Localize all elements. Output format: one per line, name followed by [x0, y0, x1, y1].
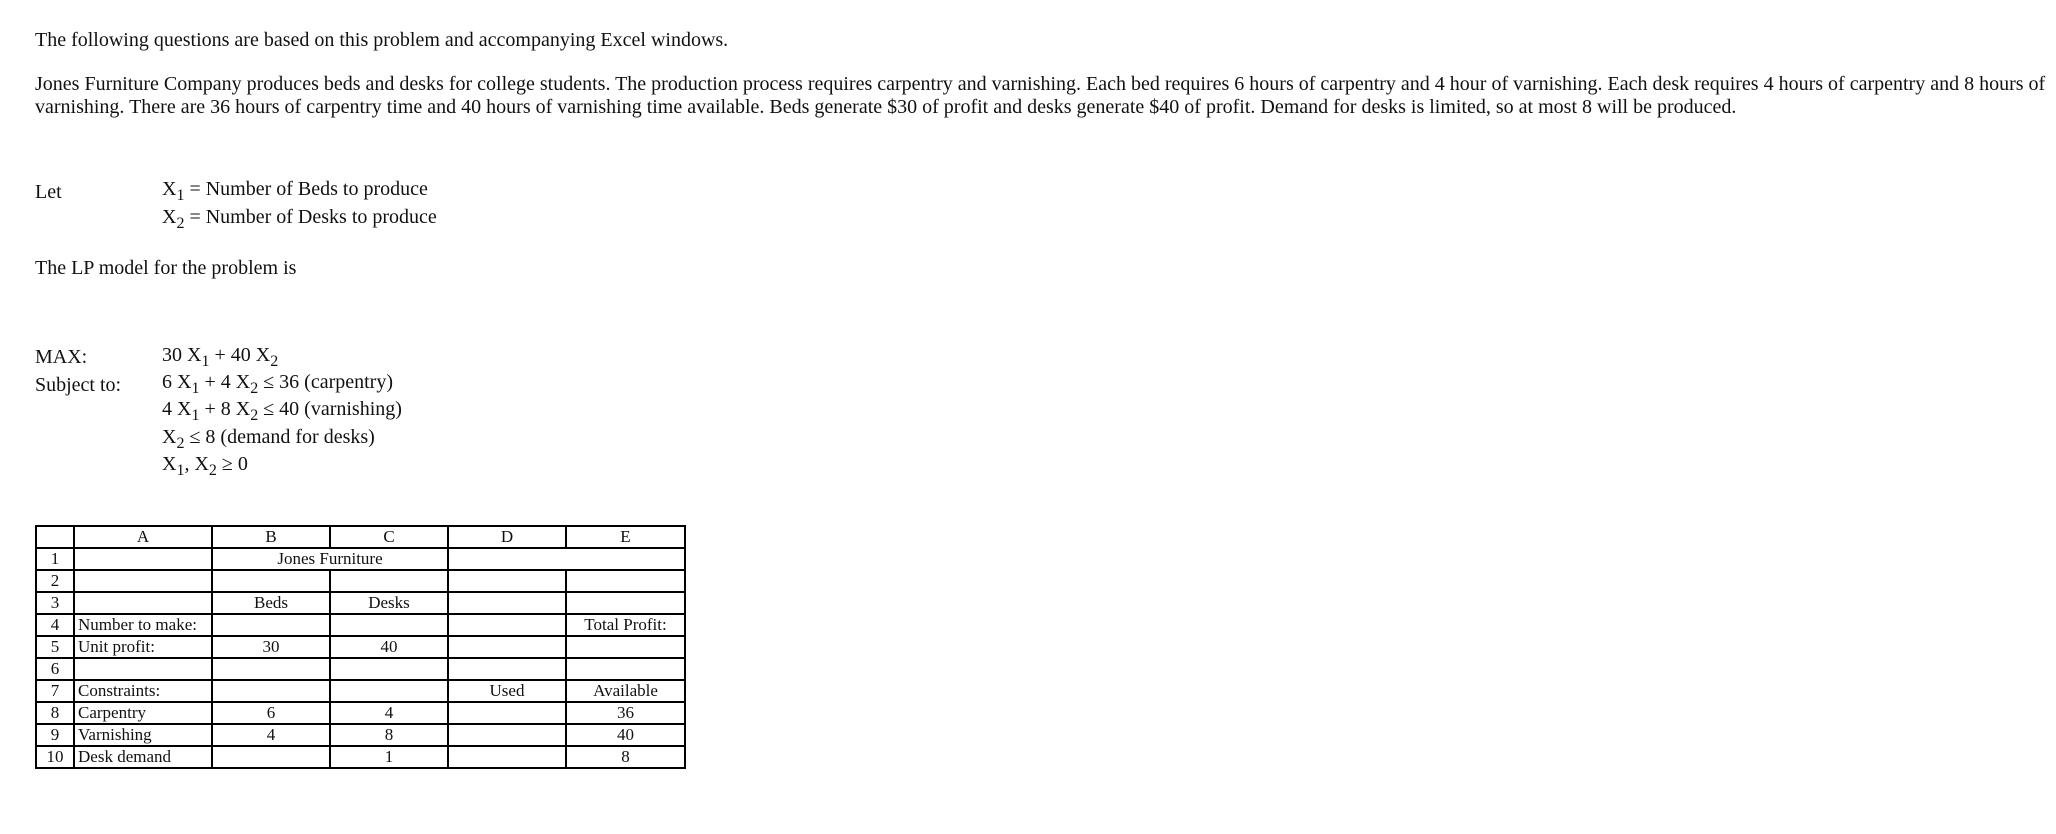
lp-intro: The LP model for the problem is	[35, 257, 297, 279]
column-header[interactable]: B	[212, 526, 330, 548]
formula-text: ≤ 40 (varnishing)	[258, 398, 402, 420]
subscript: 2	[250, 379, 259, 397]
formula-text: 4 X	[162, 398, 192, 420]
formula-text: X	[162, 178, 177, 200]
row-header[interactable]: 10	[36, 746, 74, 768]
cell[interactable]: Total Profit:	[566, 614, 685, 636]
cell[interactable]	[448, 746, 566, 768]
row-header[interactable]: 6	[36, 658, 74, 680]
cell[interactable]	[330, 614, 448, 636]
sheet-row	[36, 636, 685, 658]
formula-text: , X	[184, 453, 209, 475]
cell[interactable]: Beds	[212, 592, 330, 614]
subscript: 2	[250, 406, 259, 424]
let-label: Let	[35, 181, 62, 203]
cell[interactable]	[448, 592, 566, 614]
column-header[interactable]: C	[330, 526, 448, 548]
formula-text: ≤ 36 (carpentry)	[258, 371, 393, 393]
sheet-row	[36, 680, 685, 702]
excel-sheet	[35, 525, 686, 769]
cell[interactable]: 1	[330, 746, 448, 768]
cell[interactable]: Used	[448, 680, 566, 702]
constraint-demand	[162, 425, 375, 452]
row-header[interactable]: 5	[36, 636, 74, 658]
formula-text: + 8 X	[199, 398, 251, 420]
sheet-row	[36, 658, 685, 680]
cell[interactable]	[212, 570, 330, 592]
cell[interactable]: Desk demand	[74, 746, 212, 768]
cell[interactable]: 40	[566, 724, 685, 746]
formula-text: 6 X	[162, 371, 192, 393]
cell[interactable]	[448, 658, 566, 680]
cell[interactable]: Constraints:	[74, 680, 212, 702]
cell[interactable]: Varnishing	[74, 724, 212, 746]
subscript: 1	[191, 379, 200, 397]
cell[interactable]	[330, 570, 448, 592]
cell[interactable]: 8	[330, 724, 448, 746]
problem-line: varnishing. There are 36 hours of carpentry time and 40 hours of varnishing time available. Beds generate $30 of profit and desks generate $40 of profit. Demand for desks is limited, so at most 8 will be produced.	[35, 96, 1737, 118]
column-header[interactable]	[36, 526, 74, 548]
column-header[interactable]: E	[566, 526, 685, 548]
cell[interactable]: Carpentry	[74, 702, 212, 724]
subject-to-label: Subject to:	[35, 374, 122, 396]
row-header[interactable]: 7	[36, 680, 74, 702]
sheet-row	[36, 614, 685, 636]
cell[interactable]: 36	[566, 702, 685, 724]
cell[interactable]	[74, 548, 212, 570]
formula-text: ≥ 0	[216, 453, 248, 475]
cell[interactable]	[566, 658, 685, 680]
definition-x1	[162, 177, 428, 204]
subscript: 2	[176, 214, 185, 232]
formula-text: 30 X	[162, 344, 202, 366]
cell[interactable]: 40	[330, 636, 448, 658]
subscript: 2	[270, 352, 279, 370]
cell[interactable]	[212, 680, 330, 702]
cell[interactable]: 4	[330, 702, 448, 724]
cell[interactable]: 30	[212, 636, 330, 658]
row-header[interactable]: 9	[36, 724, 74, 746]
cell[interactable]	[448, 702, 566, 724]
subscript: 1	[176, 461, 185, 479]
constraint-carpentry	[162, 370, 393, 397]
cell[interactable]	[448, 570, 566, 592]
formula-text: = Number of Beds to produce	[184, 178, 428, 200]
sheet-row	[36, 570, 685, 592]
cell[interactable]: Available	[566, 680, 685, 702]
cell[interactable]: Number to make:	[74, 614, 212, 636]
cell[interactable]	[566, 570, 685, 592]
sheet-title-cell[interactable]: Jones Furniture	[212, 548, 448, 570]
objective	[162, 343, 279, 370]
cell[interactable]	[566, 592, 685, 614]
column-header[interactable]: D	[448, 526, 566, 548]
formula-text: ≤ 8 (demand for desks)	[184, 426, 375, 448]
column-header[interactable]: A	[74, 526, 212, 548]
subscript: 2	[208, 461, 217, 479]
subscript: 2	[176, 434, 185, 452]
cell[interactable]: 4	[212, 724, 330, 746]
cell[interactable]	[74, 658, 212, 680]
sheet-row	[36, 548, 685, 570]
cell[interactable]	[74, 592, 212, 614]
cell[interactable]	[448, 614, 566, 636]
formula-text: + 4 X	[199, 371, 251, 393]
row-header[interactable]: 4	[36, 614, 74, 636]
row-header[interactable]: 8	[36, 702, 74, 724]
sheet-row	[36, 592, 685, 614]
intro-text: The following questions are based on this problem and accompanying Excel windows.	[35, 29, 729, 51]
problem-line: Jones Furniture Company produces beds and desks for college students. The production process requires carpentry and varnishing. Each bed requires 6 hours of carpentry and 4 hour of varnishing. Each desk requires 4 hours of carpentry and 8 hours of	[35, 73, 2046, 95]
formula-text: = Number of Desks to produce	[184, 206, 437, 228]
row-header[interactable]: 3	[36, 592, 74, 614]
cell[interactable]	[448, 548, 685, 570]
formula-text: + 40 X	[209, 344, 271, 366]
cell[interactable]	[212, 614, 330, 636]
cell[interactable]	[212, 746, 330, 768]
sheet-row	[36, 724, 685, 746]
max-label: MAX:	[35, 346, 88, 368]
formula-text: X	[162, 453, 177, 475]
sheet-row	[36, 746, 685, 768]
row-header[interactable]: 1	[36, 548, 74, 570]
sheet-row	[36, 702, 685, 724]
cell[interactable]: Desks	[330, 592, 448, 614]
column-header-row	[36, 526, 685, 548]
subscript: 1	[176, 186, 185, 204]
cell[interactable]	[212, 658, 330, 680]
cell[interactable]	[74, 570, 212, 592]
cell[interactable]: 8	[566, 746, 685, 768]
cell[interactable]: Unit profit:	[74, 636, 212, 658]
row-header[interactable]: 2	[36, 570, 74, 592]
cell[interactable]	[448, 724, 566, 746]
cell[interactable]: 6	[212, 702, 330, 724]
constraint-nonnegativity	[162, 452, 248, 479]
cell[interactable]	[566, 636, 685, 658]
cell[interactable]	[448, 636, 566, 658]
definition-x2	[162, 205, 437, 232]
subscript: 1	[201, 352, 210, 370]
formula-text: X	[162, 206, 177, 228]
subscript: 1	[191, 406, 200, 424]
formula-text: X	[162, 426, 177, 448]
cell[interactable]	[330, 680, 448, 702]
cell[interactable]	[330, 658, 448, 680]
constraint-varnishing	[162, 397, 402, 424]
